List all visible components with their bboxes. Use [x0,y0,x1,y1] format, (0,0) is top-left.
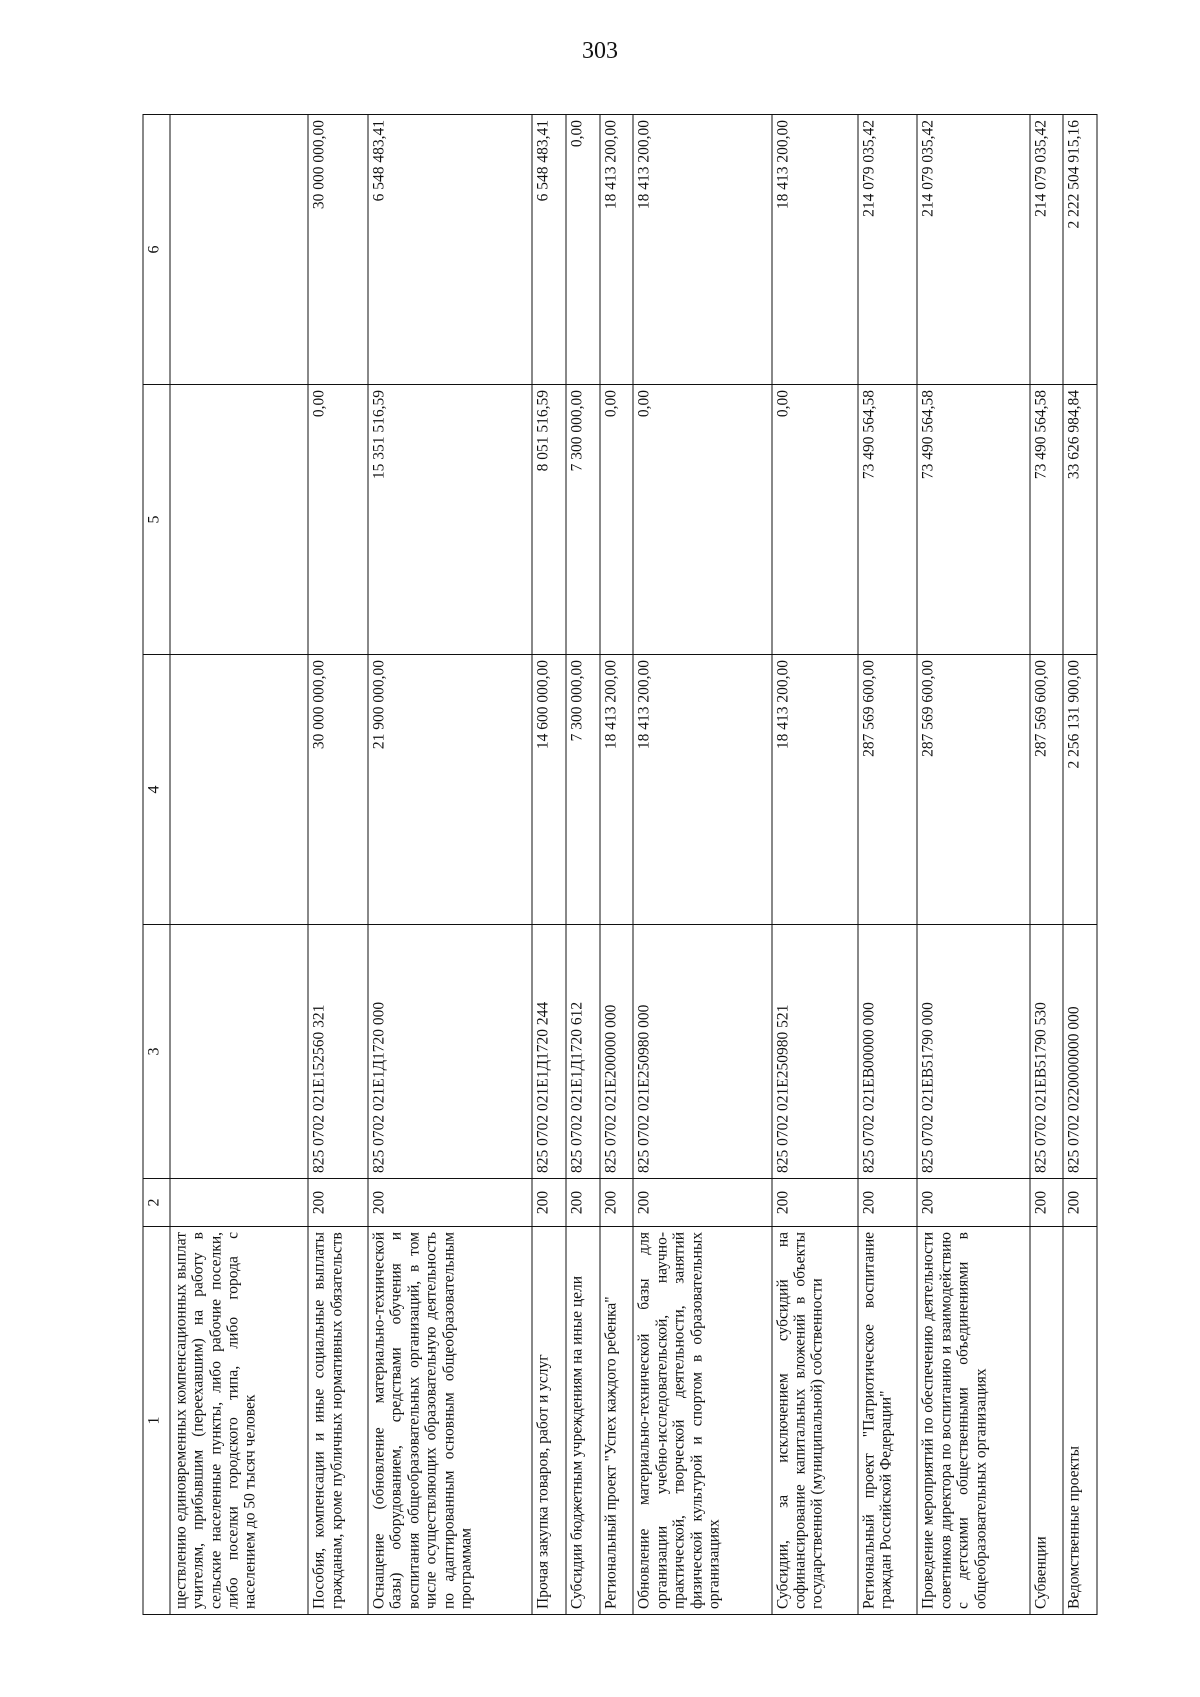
table-row [1030,115,1064,1615]
row-remaining: 214 079 035,42 [858,115,918,385]
row-code: 200 [858,1179,918,1227]
row-code: 200 [368,1179,532,1227]
table-row [170,115,308,1615]
row-remaining: 30 000 000,00 [308,115,368,385]
row-executed: 0,00 [308,385,368,655]
table-row [1063,115,1097,1615]
row-code: 200 [917,1179,1029,1227]
row-code: 200 [566,1179,600,1227]
column-header: 1 [143,1227,170,1615]
row-approved: 30 000 000,00 [308,655,368,925]
page-number: 303 [582,38,618,64]
row-classifier: 825 0702 021ЕВ00000 000 [858,925,918,1179]
row-description: Региональный проект "Патриотическое воспитание граждан Российской Федерации" [858,1227,918,1615]
row-executed: 33 626 984,84 [1063,385,1097,655]
row-description: Прочая закупка товаров, работ и услуг [532,1227,566,1615]
row-classifier: 825 0702 021ЕВ51790 000 [917,925,1029,1179]
row-remaining: 18 413 200,00 [600,115,634,385]
row-description: Оснащение (обновление материально-технической базы) оборудованием, средствами обучения и воспитания общеобразовательных организаций, в том числе осуществляющих образовательную деятельность по адаптированным основным общеобразовательным программам [368,1227,532,1615]
row-description: Пособия, компенсации и иные социальные выплаты гражданам, кроме публичных нормативных обязательств [308,1227,368,1615]
row-executed: 7 300 000,00 [566,385,600,655]
table-row [532,115,566,1615]
table-row [566,115,600,1615]
row-code: 200 [532,1179,566,1227]
row-code [170,1179,308,1227]
row-approved: 18 413 200,00 [633,655,771,925]
row-remaining: 214 079 035,42 [917,115,1029,385]
table-row [772,115,858,1615]
row-code: 200 [600,1179,634,1227]
row-classifier: 825 0702 021ЕВ51790 530 [1030,925,1064,1179]
row-code: 200 [308,1179,368,1227]
row-classifier: 825 0702 021Е1Д1720 000 [368,925,532,1179]
row-approved: 287 569 600,00 [858,655,918,925]
column-header: 4 [143,655,170,925]
row-remaining: 6 548 483,41 [532,115,566,385]
header-row [143,115,170,1615]
row-approved: 7 300 000,00 [566,655,600,925]
row-classifier: 825 0702 021Е1Д1720 244 [532,925,566,1179]
table-row [633,115,771,1615]
row-classifier [170,925,308,1179]
row-executed: 73 490 564,58 [917,385,1029,655]
row-classifier: 825 0702 021Е200000 000 [600,925,634,1179]
row-remaining: 2 222 504 915,16 [1063,115,1097,385]
table-row [858,115,918,1615]
row-description: Региональный проект "Успех каждого ребенка" [600,1227,634,1615]
row-approved: 21 900 000,00 [368,655,532,925]
row-description: Обновление материально-технической базы для организации учебно-исследовательской, научно-практической, творческой деятельности, занятий физической культурой и спортом в образовательных организациях [633,1227,771,1615]
row-approved: 2 256 131 900,00 [1063,655,1097,925]
row-executed [170,385,308,655]
row-executed: 0,00 [633,385,771,655]
row-description: Субсидии, за исключением субсидий на софинансирование капитальных вложений в объекты государственной (муниципальной) собственности [772,1227,858,1615]
row-classifier: 825 0702 021Е250980 521 [772,925,858,1179]
row-description: Ведомственные проекты [1063,1227,1097,1615]
row-classifier: 825 0702 021Е250980 000 [633,925,771,1179]
row-approved: 287 569 600,00 [1030,655,1064,925]
row-remaining: 18 413 200,00 [772,115,858,385]
row-classifier: 825 0702 0220000000 000 [1063,925,1097,1179]
table-row [600,115,634,1615]
row-executed: 0,00 [772,385,858,655]
rotated-table-container [143,115,1098,1615]
row-executed: 8 051 516,59 [532,385,566,655]
row-description: Проведение мероприятий по обеспечению деятельности советников директора по воспитанию и взаимодействию с детскими общественными объединениями в общеобразовательных организациях [917,1227,1029,1615]
column-header: 5 [143,385,170,655]
row-approved: 18 413 200,00 [600,655,634,925]
row-code: 200 [633,1179,771,1227]
row-description: ществлению единовременных компенсационных выплат учителям, прибывшим (переехавшим) на работу в сельские населенные пункты, либо рабочие поселки, либо поселки городского типа, либо города с населением до 50 тысяч человек [170,1227,308,1615]
row-classifier: 825 0702 021Е152560 321 [308,925,368,1179]
row-code: 200 [1030,1179,1064,1227]
row-approved: 14 600 000,00 [532,655,566,925]
row-remaining: 0,00 [566,115,600,385]
column-header: 3 [143,925,170,1179]
column-header: 2 [143,1179,170,1227]
table-row [917,115,1029,1615]
row-executed: 73 490 564,58 [858,385,918,655]
row-executed: 0,00 [600,385,634,655]
row-remaining [170,115,308,385]
table-row [368,115,532,1615]
row-description: Субсидии бюджетным учреждениям на иные цели [566,1227,600,1615]
table-row [308,115,368,1615]
row-code: 200 [772,1179,858,1227]
row-executed: 73 490 564,58 [1030,385,1064,655]
row-remaining: 214 079 035,42 [1030,115,1064,385]
row-code: 200 [1063,1179,1097,1227]
column-header: 6 [143,115,170,385]
row-remaining: 6 548 483,41 [368,115,532,385]
row-approved [170,655,308,925]
row-approved: 287 569 600,00 [917,655,1029,925]
row-approved: 18 413 200,00 [772,655,858,925]
row-executed: 15 351 516,59 [368,385,532,655]
row-description: Субвенции [1030,1227,1064,1615]
row-remaining: 18 413 200,00 [633,115,771,385]
budget-table [143,114,1098,1615]
row-classifier: 825 0702 021Е1Д1720 612 [566,925,600,1179]
